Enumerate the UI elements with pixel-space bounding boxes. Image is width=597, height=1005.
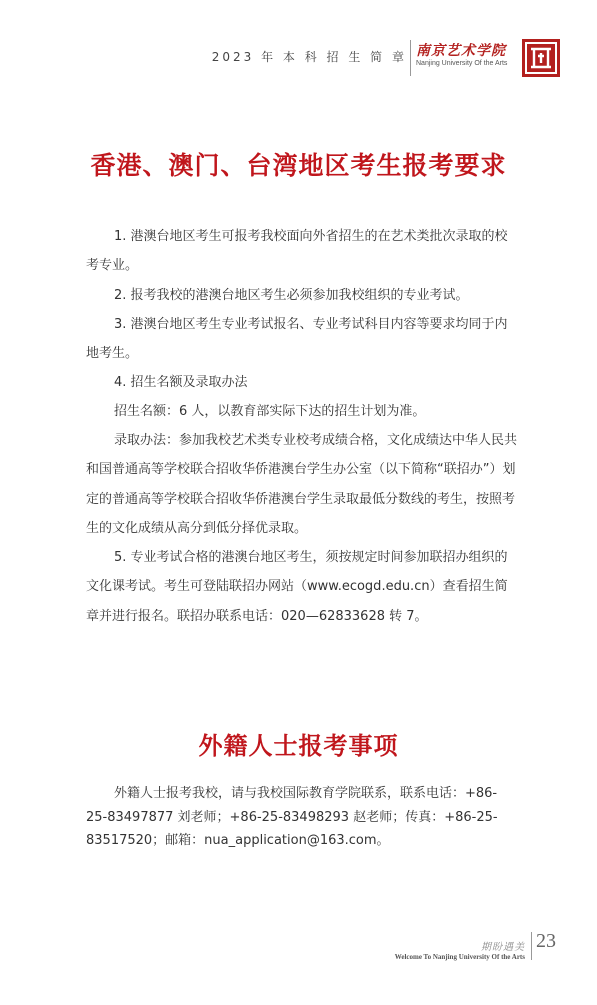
requirement-item-3: 3. 港澳台地区考生专业考试报名、专业考试科目内容等要求均同于内地考生。 bbox=[86, 317, 508, 362]
requirement-item-2: 2. 报考我校的港澳台地区考生必须参加我校组织的专业考试。 bbox=[114, 288, 469, 303]
foreign-applicants-contact: 外籍人士报考我校，请与我校国际教育学院联系，联系电话：+86-25-83497877 刘老师；+86-25-83498293 赵老师；传真：+86-25-83517520；邮箱：nua_application@163.com。 bbox=[86, 786, 498, 848]
page-header bbox=[0, 0, 597, 80]
page-number: 23 bbox=[536, 930, 556, 952]
school-name-cn: 南京艺术学院 bbox=[416, 43, 506, 59]
brochure-title: 2023 年 本 科 招 生 简 章 bbox=[211, 50, 407, 64]
requirement-item-5: 5. 专业考试合格的港澳台地区考生，须按规定时间参加联招办组织的文化课考试。考生可登陆联招办网站（www.ecogd.edu.cn）查看招生简章并进行报名。联招办联系电话：020—62833628 转 7。 bbox=[86, 550, 508, 624]
requirement-item-1: 1. 港澳台地区考生可报考我校面向外省招生的在艺术类批次录取的校考专业。 bbox=[86, 229, 508, 274]
requirement-item-4: 4. 招生名额及录取办法 bbox=[114, 375, 248, 390]
header-divider bbox=[410, 40, 411, 76]
footer-slogan-cn: 期盼遇美 bbox=[481, 942, 525, 953]
footer-divider bbox=[531, 932, 532, 960]
admission-method: 录取办法：参加我校艺术类专业校考成绩合格，文化成绩达中华人民共和国普通高等学校联合招收华侨港澳台学生办公室（以下简称“联招办”）划定的普通高等学校联合招收华侨港澳台学生录取最低分数线的考生，按照考生的文化成绩从高分到低分择优录取。 bbox=[86, 433, 518, 536]
enrollment-quota: 招生名额：6 人，以教育部实际下达的招生计划为准。 bbox=[114, 404, 426, 419]
school-name-en: Nanjing University Of the Arts bbox=[416, 60, 508, 67]
section-title-foreign-applicants: 外籍人士报考事项 bbox=[198, 731, 399, 760]
footer-slogan-en: Welcome To Nanjing University Of the Arts bbox=[394, 953, 525, 961]
school-logo-icon bbox=[522, 39, 560, 77]
section-title-hk-macau-taiwan: 香港、澳门、台湾地区考生报考要求 bbox=[90, 151, 507, 180]
